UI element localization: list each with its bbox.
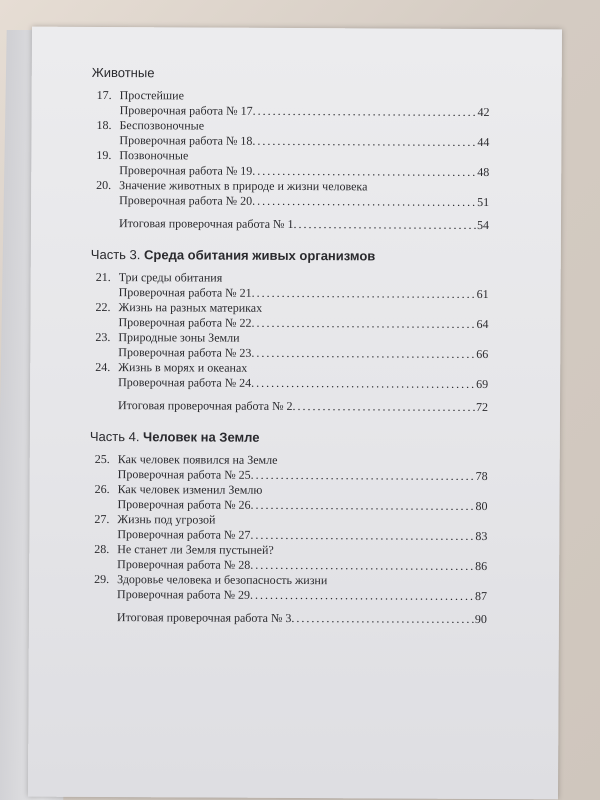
leader-dots — [252, 134, 477, 150]
part-title: Человек на Земле — [143, 429, 260, 445]
leader-dots — [250, 588, 475, 604]
part-prefix: Часть 4. — [89, 428, 140, 445]
leader-dots — [251, 376, 476, 392]
table-of-contents — [87, 65, 490, 627]
entry-title: Природные зоны Земли — [118, 330, 240, 345]
work-label: Проверочная работа № 28 — [117, 557, 251, 572]
page-number: 61 — [476, 286, 489, 302]
page-number: 78 — [475, 468, 488, 484]
work-label: Проверочная работа № 25 — [117, 467, 251, 482]
page-number: 44 — [477, 134, 490, 150]
part-title: Среда обитания живых организмов — [143, 247, 376, 264]
page-number: 42 — [477, 104, 490, 120]
page-number: 51 — [477, 194, 490, 210]
leader-dots — [293, 399, 477, 415]
work-label: Проверочная работа № 27 — [117, 527, 251, 542]
page-number: 86 — [475, 558, 488, 574]
leader-dots — [250, 528, 475, 544]
page-number: 80 — [475, 498, 488, 514]
toc-entry — [88, 482, 488, 499]
leader-dots — [251, 498, 476, 514]
leader-dots — [252, 286, 477, 302]
leader-dots — [291, 611, 475, 627]
work-label: Проверочная работа № 21 — [118, 285, 252, 300]
entry-title: Жизнь на разных материках — [118, 300, 263, 315]
entry-title: Здоровье человека и безопасность жизни — [117, 572, 328, 588]
entry-title: Значение животных в природе и жизни человека — [119, 178, 368, 194]
toc-entry — [89, 118, 489, 135]
entry-title: Жизнь под угрозой — [117, 512, 216, 527]
work-label: Проверочная работа № 20 — [119, 193, 253, 208]
final-test-line — [117, 610, 487, 627]
toc-entry — [89, 178, 489, 195]
work-label: Проверочная работа № 22 — [118, 315, 252, 330]
toc-entry — [88, 360, 488, 377]
work-label: Проверочная работа № 24 — [118, 375, 252, 390]
toc-entry — [89, 148, 489, 165]
toc-entry — [89, 300, 489, 317]
page-number: 48 — [477, 164, 490, 180]
toc-entry — [87, 572, 487, 589]
section-animals-title: Животные — [91, 64, 155, 81]
entry-number: 23. — [95, 329, 111, 345]
leader-dots — [251, 316, 476, 332]
toc-entry — [87, 542, 487, 559]
entry-number: 21. — [95, 269, 111, 285]
toc-entry — [87, 512, 487, 529]
entry-number: 26. — [94, 481, 110, 497]
entry-number: 20. — [96, 177, 112, 193]
leader-dots — [253, 104, 478, 120]
page-number: 83 — [475, 528, 488, 544]
entry-title: Как человек изменил Землю — [117, 482, 263, 497]
page-number: 90 — [474, 611, 487, 627]
toc-work-line — [118, 375, 488, 392]
entry-title: Позвоночные — [119, 148, 189, 163]
work-label: Проверочная работа № 17 — [119, 103, 253, 118]
entry-title: Простейшие — [119, 88, 184, 103]
toc-entry — [88, 330, 488, 347]
entry-number: 22. — [95, 299, 111, 315]
leader-dots — [251, 468, 476, 484]
entry-title: Беспозвоночные — [119, 118, 205, 133]
leader-dots — [252, 194, 477, 210]
page-number: 66 — [476, 346, 489, 362]
entry-number: 25. — [94, 451, 110, 467]
leader-dots — [250, 558, 475, 574]
work-label: Проверочная работа № 26 — [117, 497, 251, 512]
page-number: 69 — [476, 376, 489, 392]
final-test-label: Итоговая проверочная работа № 1 — [118, 216, 294, 231]
toc-work-line — [117, 587, 487, 604]
page-number: 87 — [475, 588, 488, 604]
final-test-label: Итоговая проверочная работа № 2 — [118, 398, 293, 413]
entry-number: 27. — [94, 511, 110, 527]
entry-number: 18. — [96, 117, 112, 133]
final-test-line — [119, 216, 489, 233]
part-prefix: Часть 3. — [90, 246, 141, 263]
work-label: Проверочная работа № 23 — [118, 345, 252, 360]
leader-dots — [252, 164, 477, 180]
entry-number: 29. — [94, 571, 110, 587]
work-label: Проверочная работа № 29 — [117, 587, 251, 602]
section-part4-title — [90, 429, 488, 446]
work-label: Проверочная работа № 19 — [119, 163, 253, 178]
page-number: 64 — [476, 316, 489, 332]
leader-dots — [251, 346, 476, 362]
entry-title: Как человек появился на Земле — [117, 452, 278, 467]
toc-work-line — [119, 193, 489, 210]
entry-number: 28. — [94, 541, 110, 557]
toc-entry — [88, 452, 488, 469]
page-number: 54 — [476, 217, 490, 233]
leader-dots — [293, 217, 477, 233]
entry-title: Жизнь в морях и океанах — [118, 360, 248, 375]
final-test-line — [118, 398, 488, 415]
section-part3-title — [91, 247, 489, 264]
toc-entry — [90, 88, 490, 105]
entry-number: 24. — [95, 359, 111, 375]
entry-title: Не станет ли Земля пустыней? — [117, 542, 274, 557]
entry-title: Три среды обитания — [118, 270, 223, 285]
toc-entry — [89, 270, 489, 287]
page-number: 72 — [475, 399, 489, 415]
entry-number: 19. — [96, 147, 112, 163]
final-test-label: Итоговая проверочная работа № 3 — [116, 610, 292, 625]
work-label: Проверочная работа № 18 — [119, 133, 253, 148]
toc-page — [28, 27, 562, 800]
entry-number: 17. — [96, 87, 112, 103]
